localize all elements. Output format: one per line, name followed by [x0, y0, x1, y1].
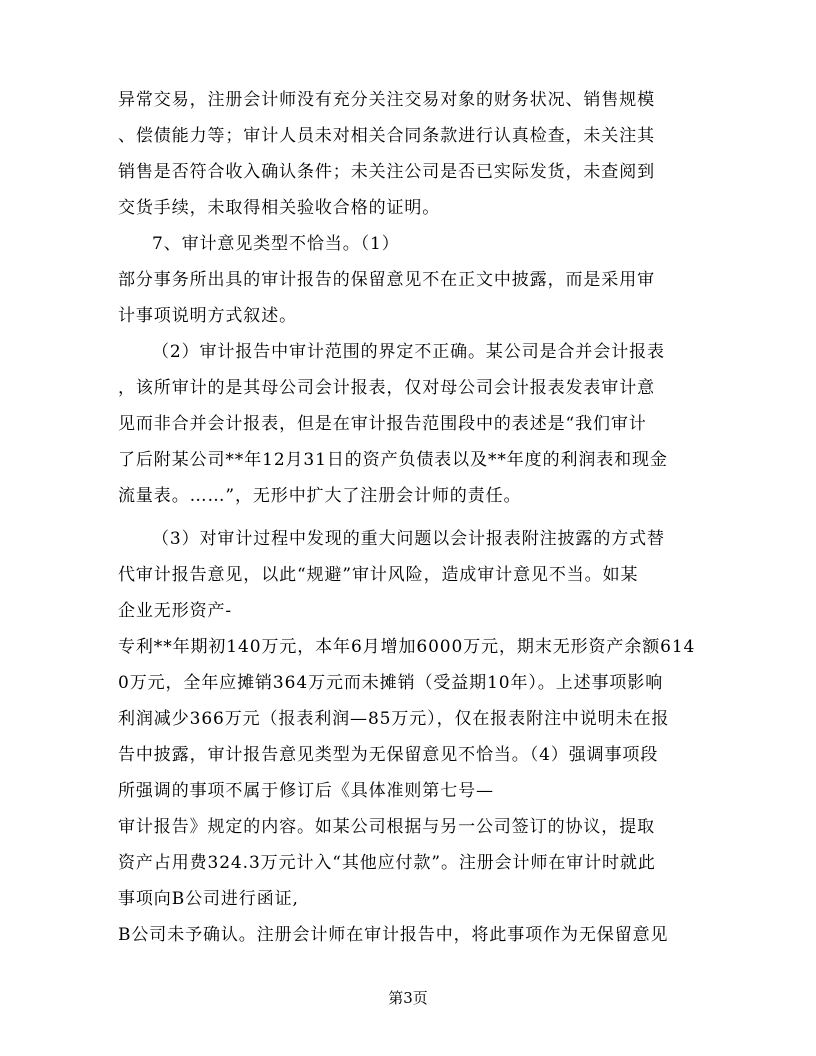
- text-line: 事项向B公司进行函证,: [118, 889, 299, 909]
- text-line: 了后附某公司**年12月31日的资产负债表以及**年度的利润表和现金: [118, 450, 668, 470]
- text-line: ，该所审计的是其母公司会计报表，仅对母公司会计报表发表审计意: [118, 378, 655, 398]
- text-line: 代审计报告意见，以此“规避”审计风险，造成审计意见不当。如某: [118, 565, 639, 585]
- text-line: （2）审计报告中审计范围的界定不正确。某公司是合并会计报表: [152, 342, 665, 362]
- page-number: 第3页: [388, 989, 428, 1007]
- text-line: 资产占用费324.3万元计入“其他应付款”。注册会计师在审计时就此: [118, 853, 656, 873]
- text-line: 流量表。……”，无形中扩大了注册会计师的责任。: [118, 486, 522, 506]
- text-line: 专利**年期初140万元，本年6月增加6000万元，期末无形资产余额614: [118, 637, 696, 657]
- text-line: 部分事务所出具的审计报告的保留意见不在正文中披露，而是采用审: [118, 270, 655, 290]
- text-line: 利润减少366万元（报表利润—85万元），仅在报表附注中说明未在报: [118, 709, 670, 729]
- text-line: 计事项说明方式叙述。: [118, 306, 297, 326]
- text-line: 交货手续，未取得相关验收合格的证明。: [118, 198, 441, 218]
- text-line: 见而非合并会计报表，但是在审计报告范围段中的表述是“我们审计: [118, 414, 647, 434]
- text-line: 审计报告》规定的内容。如某公司根据与另一公司签订的协议，提取: [118, 817, 655, 837]
- text-line: 、偿债能力等；审计人员未对相关合同条款进行认真检查，未关注其: [118, 126, 655, 146]
- text-line: 0万元，全年应摊销364万元而未摊销（受益期10年）。上述事项影响: [118, 673, 664, 693]
- text-line: 销售是否符合收入确认条件；未关注公司是否已实际发货，未查阅到: [118, 162, 655, 182]
- text-line: 企业无形资产-: [118, 601, 233, 621]
- text-line: B公司未予确认。注册会计师在审计报告中，将此事项作为无保留意见: [118, 925, 669, 945]
- text-line: （3）对审计过程中发现的重大问题以会计报表附注披露的方式替: [152, 529, 665, 549]
- text-line: 异常交易，注册会计师没有充分关注交易对象的财务状况、销售规模: [118, 90, 655, 110]
- text-line: 告中披露，审计报告意见类型为无保留意见不恰当。（4）强调事项段: [118, 745, 659, 765]
- section-heading: 7、审计意见类型不恰当。（1）: [152, 234, 400, 254]
- text-line: 所强调的事项不属于修订后《具体准则第七号—: [118, 781, 494, 801]
